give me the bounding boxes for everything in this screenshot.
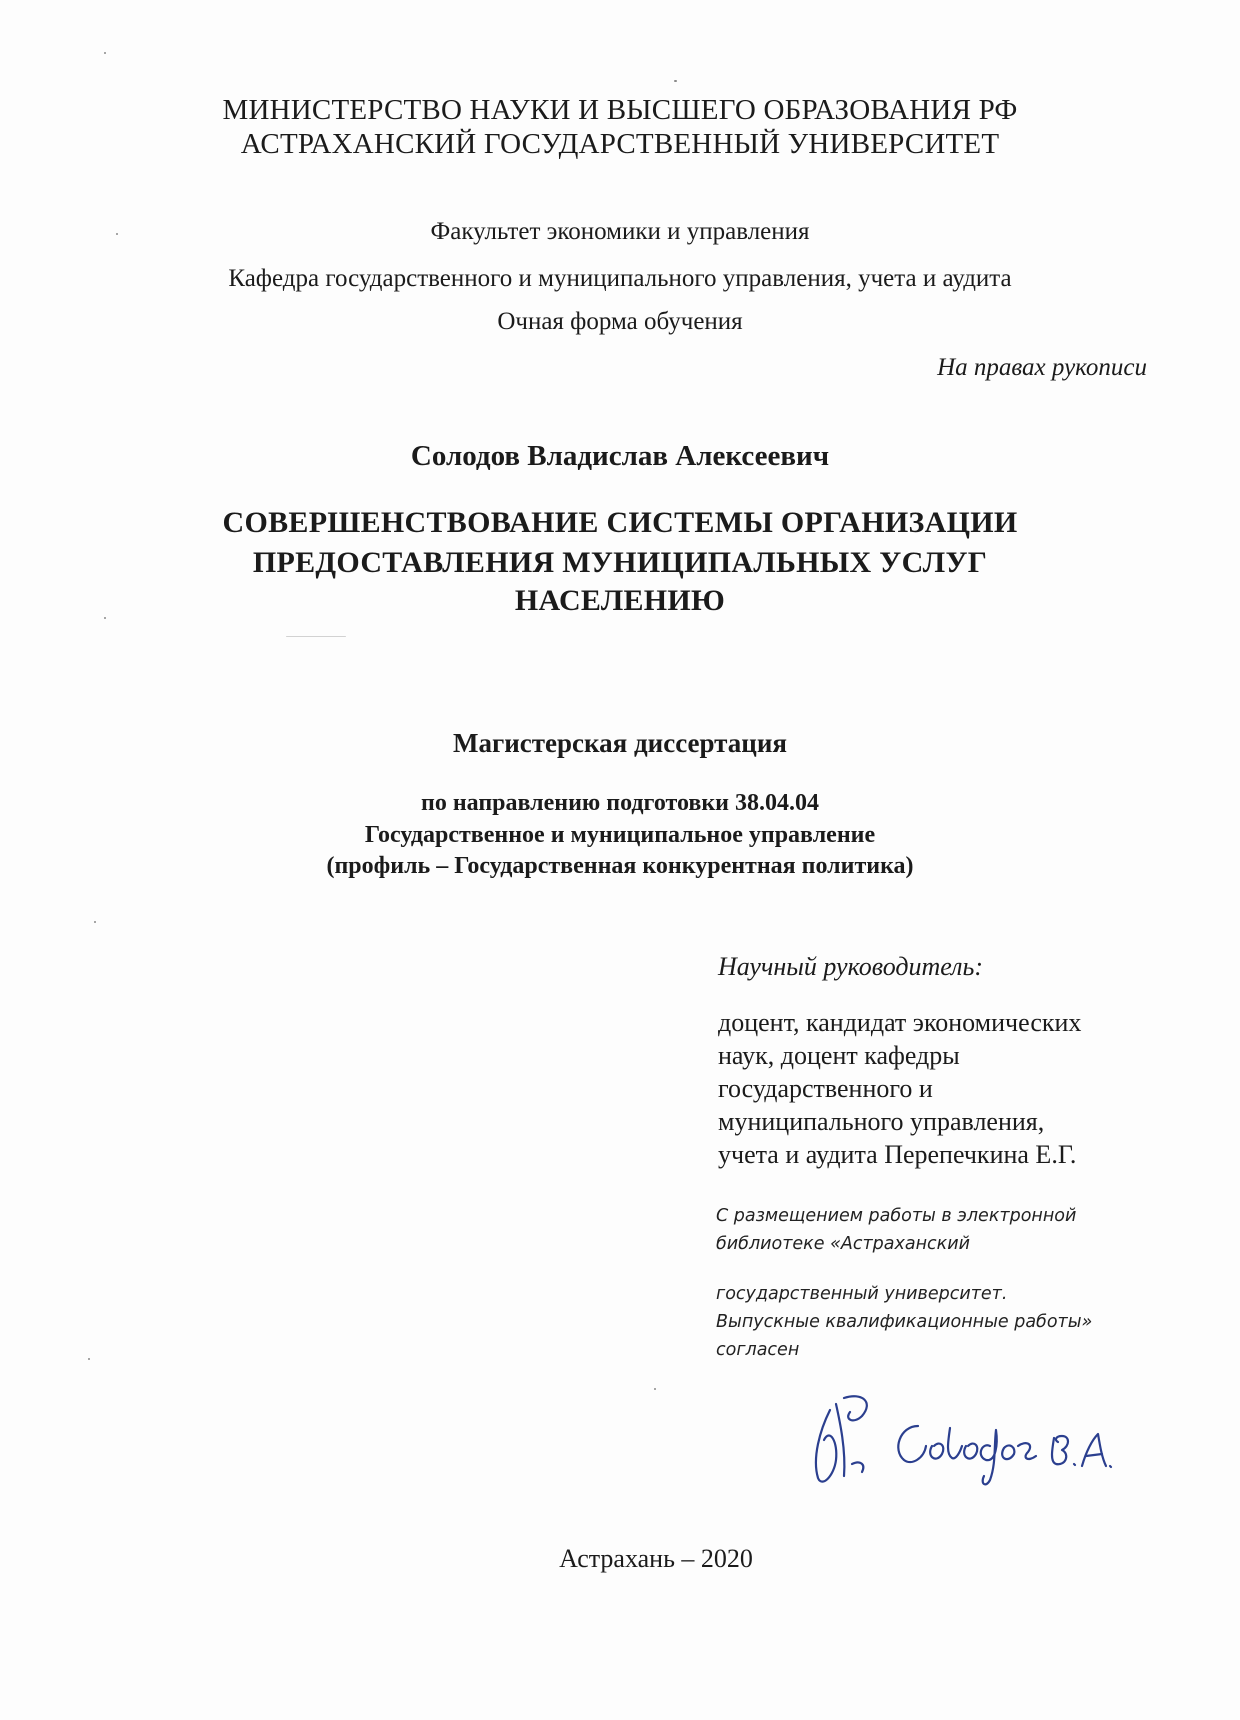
city-year: Астрахань – 2020: [559, 1544, 753, 1573]
scan-speck: [94, 921, 96, 923]
scan-speck: [88, 1358, 90, 1360]
scan-streak: [286, 636, 346, 637]
scan-speck: [116, 233, 118, 235]
author-name: Солодов Владислав Алексеевич: [410, 440, 830, 472]
advisor-line-1: доцент, кандидат экономических: [718, 1008, 1082, 1037]
document-type: Магистерская диссертация: [452, 728, 787, 758]
advisor-line-3: государственного и: [718, 1074, 933, 1103]
study-form: Очная форма обучения: [497, 308, 743, 335]
thesis-title-line-2: ПРЕДОСТАВЛЕНИЯ МУНИЦИПАЛЬНЫХ УСЛУГ: [252, 546, 988, 579]
thesis-title-line-1: СОВЕРШЕНСТВОВАНИЕ СИСТЕМЫ ОРГАНИЗАЦИИ: [222, 506, 1018, 539]
manuscript-note: На правах рукописи: [937, 354, 1147, 381]
thesis-title-line-3: НАСЕЛЕНИЮ: [514, 584, 726, 617]
handwritten-signature: [800, 1380, 1120, 1500]
consent-line-4: Выпускные квалификационные работы»: [716, 1312, 1093, 1332]
consent-line-3: государственный университет.: [716, 1284, 1008, 1304]
ministry-name: МИНИСТЕРСТВО НАУКИ И ВЫСШЕГО ОБРАЗОВАНИЯ РФ: [222, 94, 1018, 126]
scan-speck: [654, 1388, 656, 1390]
advisor-heading: Научный руководитель:: [718, 952, 984, 981]
direction-line-2: Государственное и муниципальное управление: [364, 822, 876, 848]
scan-speck: [674, 80, 677, 82]
department-name: Кафедра государственного и муниципального управления, учета и аудита: [228, 265, 1012, 292]
direction-line-1: по направлению подготовки 38.04.04: [420, 790, 820, 816]
consent-line-2: библиотеке «Астраханский: [716, 1234, 970, 1254]
faculty-name: Факультет экономики и управления: [430, 218, 810, 245]
advisor-line-5: учета и аудита Перепечкина Е.Г.: [718, 1140, 1077, 1169]
scan-speck: [104, 52, 106, 54]
direction-line-3: (профиль – Государственная конкурентная политика): [326, 853, 914, 879]
university-name: АСТРАХАНСКИЙ ГОСУДАРСТВЕННЫЙ УНИВЕРСИТЕТ: [240, 128, 1000, 160]
consent-line-1: С размещением работы в электронной: [716, 1206, 1077, 1226]
advisor-line-2: наук, доцент кафедры: [718, 1041, 960, 1070]
advisor-line-4: муниципального управления,: [718, 1107, 1045, 1136]
consent-line-5: согласен: [716, 1340, 800, 1360]
scan-speck: [104, 617, 106, 619]
